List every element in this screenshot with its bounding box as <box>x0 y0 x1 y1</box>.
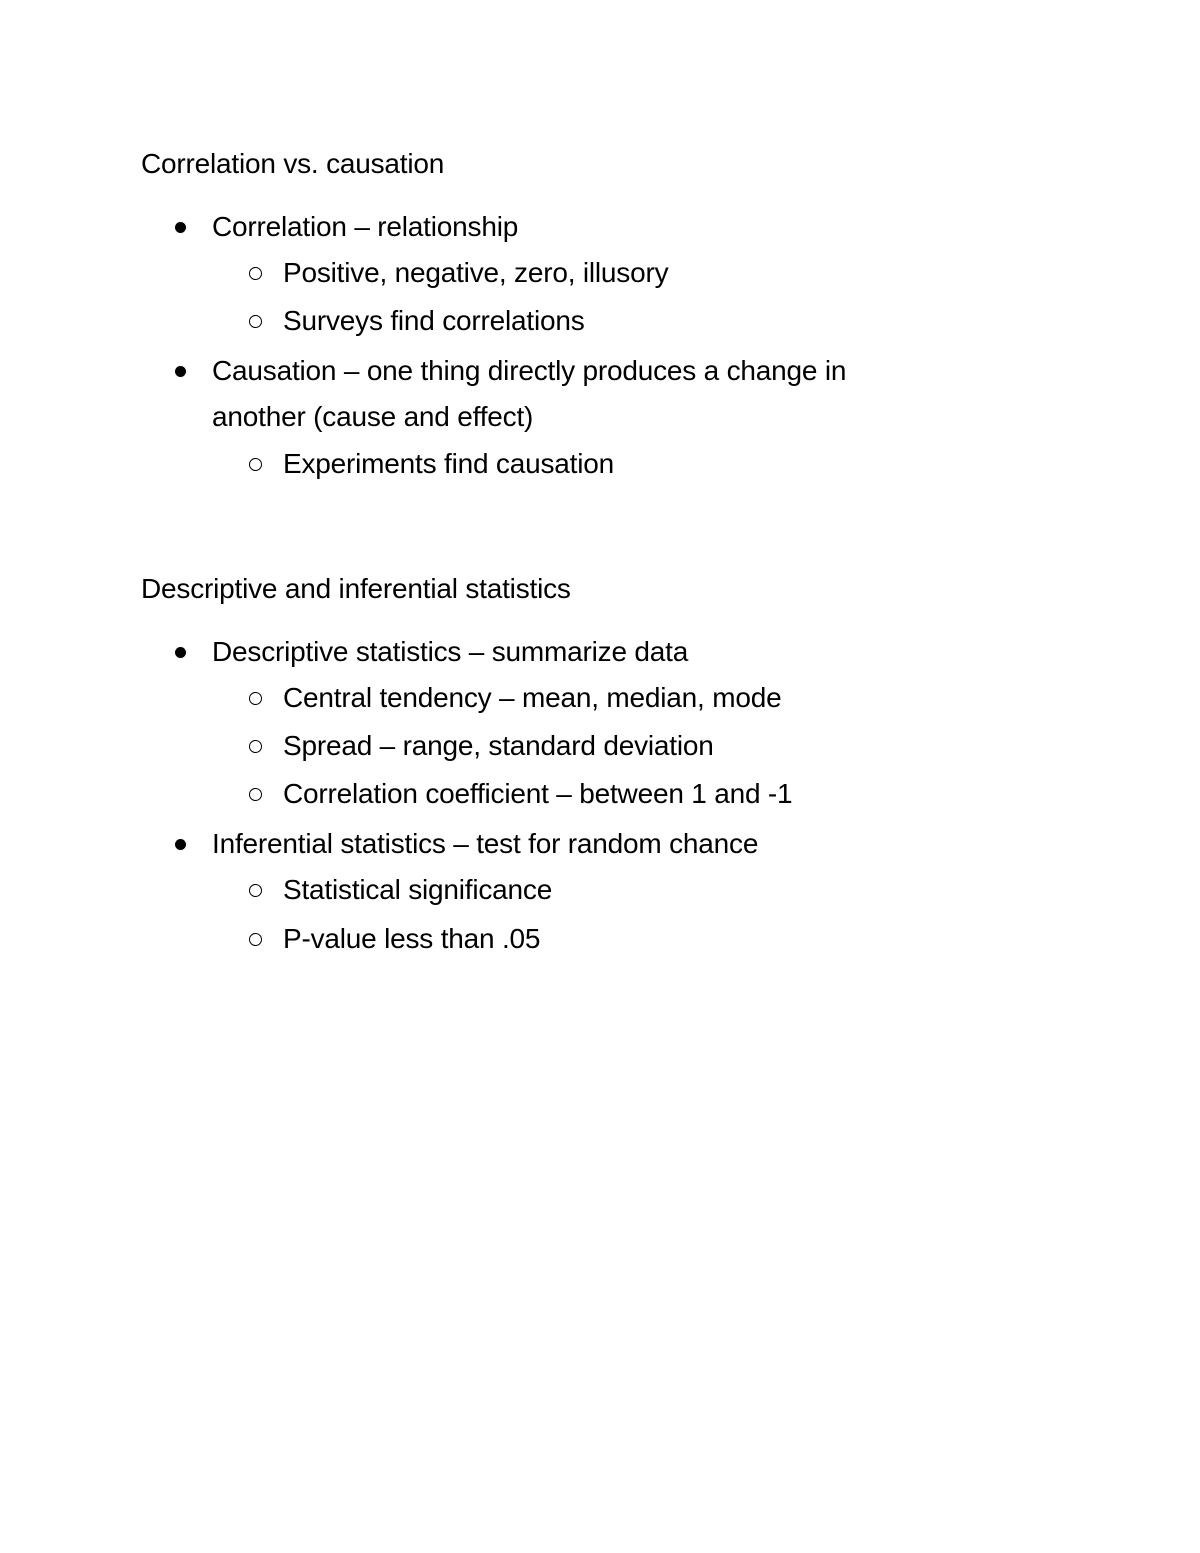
circle-bullet-icon <box>249 788 262 801</box>
circle-bullet-icon <box>249 267 262 280</box>
subitem-p-value: P-value less than .05 <box>283 923 541 954</box>
bullet-item-causation-line2: another (cause and effect) <box>212 401 534 432</box>
bullet-icon <box>175 222 186 233</box>
bullet-icon <box>175 647 186 658</box>
bullet-item-descriptive: Descriptive statistics – summarize data <box>212 636 689 667</box>
section-heading-correlation-causation: Correlation vs. causation <box>141 148 445 179</box>
subitem-correlation-coefficient: Correlation coefficient – between 1 and -1 <box>283 778 793 809</box>
subitem-correlation-types: Positive, negative, zero, illusory <box>283 257 669 288</box>
subitem-surveys: Surveys find correlations <box>283 305 585 336</box>
subitem-central-tendency: Central tendency – mean, median, mode <box>283 682 782 713</box>
bullet-icon <box>175 366 186 377</box>
circle-bullet-icon <box>249 740 262 753</box>
subitem-significance: Statistical significance <box>283 874 553 905</box>
bullet-item-inferential: Inferential statistics – test for random chance <box>212 828 759 859</box>
circle-bullet-icon <box>249 692 262 705</box>
subitem-experiments: Experiments find causation <box>283 448 614 479</box>
bullet-item-correlation: Correlation – relationship <box>212 211 519 242</box>
circle-bullet-icon <box>249 884 262 897</box>
bullet-item-causation-line1: Causation – one thing directly produces a change in <box>212 355 847 386</box>
bullet-icon <box>175 839 186 850</box>
circle-bullet-icon <box>249 458 262 471</box>
circle-bullet-icon <box>249 933 262 946</box>
subitem-spread: Spread – range, standard deviation <box>283 730 714 761</box>
circle-bullet-icon <box>249 315 262 328</box>
section-heading-statistics: Descriptive and inferential statistics <box>141 573 571 604</box>
